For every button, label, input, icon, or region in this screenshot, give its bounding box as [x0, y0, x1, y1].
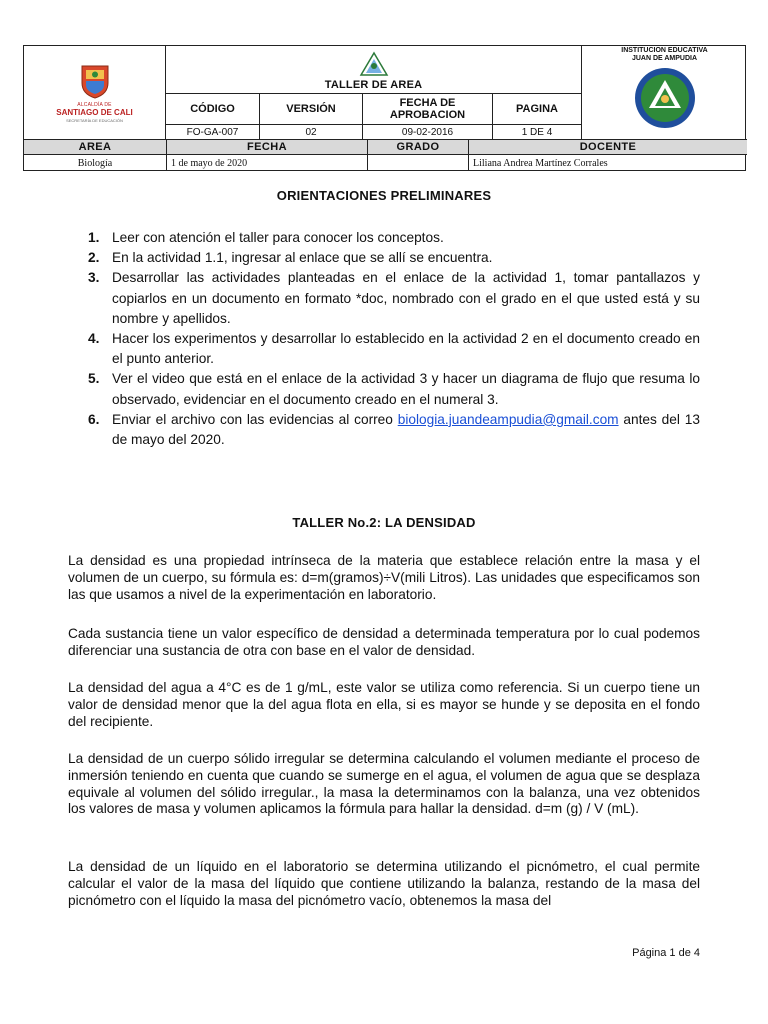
- value-fecha: 1 de mayo de 2020: [166, 155, 367, 171]
- page-number: Página 1 de 4: [632, 947, 700, 959]
- paragraph-4: La densidad de un cuerpo sólido irregular se determina calculando el volumen mediante el proceso de inmersión teniendo en cuenta que cuando se sumerge en el agua, el volumen de agua que se desplaza equivale al volumen del sólido irregular., la masa la determinamos con la balanza, una vez obtenidos los valores de masa y volumen aplicamos la fórmula para hallar la densidad. d=m (g) / V (mL).: [68, 751, 700, 817]
- label-codigo: CÓDIGO: [190, 103, 235, 115]
- institution-block: [581, 46, 747, 139]
- form-title-block: [166, 46, 581, 93]
- list-item: 2. En la actividad 1.1, ingresar al enlace que se allí se encuentra.: [88, 250, 493, 266]
- section-values-row: [24, 155, 747, 171]
- label-pagina: PAGINA: [492, 94, 581, 124]
- list-item: 5. Ver el video que está en el enlace de la actividad 3 y hacer un diagrama de flujo que resuma lo observado, evidenciar en el documento creado en el numeral 3.: [88, 371, 700, 407]
- label-fecha: FECHA: [166, 140, 367, 154]
- list-item: 3. Desarrollar las actividades planteadas en el enlace de la actividad 1, tomar pantallazos y copiarlos en un documento en formato *doc, nombrado con el grado en el que usted está y su nombre y apellidos.: [88, 270, 700, 326]
- orientaciones-list: [88, 228, 700, 450]
- value-codigo: FO-GA-007: [186, 126, 239, 138]
- email-link[interactable]: biologia.juandeampudia@gmail.com: [397, 411, 619, 427]
- label-fecha-aprobacion: FECHA DE APROBACION: [362, 94, 492, 124]
- institution-seal-icon: [633, 66, 697, 130]
- value-grado: [367, 155, 468, 171]
- alcaldia-logo-block: [24, 46, 166, 139]
- form-title: TALLER DE AREA: [324, 79, 423, 91]
- label-docente: DOCENTE: [468, 140, 747, 154]
- alcaldia-line3: SECRETARÍA DE EDUCACIÓN: [66, 117, 123, 123]
- list-item: 1. Leer con atención el taller para conocer los conceptos.: [88, 230, 444, 245]
- header-labels-row: [166, 93, 581, 124]
- section-labels-row: [24, 139, 747, 155]
- value-docente: Liliana Andrea Martínez Corrales: [468, 155, 747, 171]
- label-grado: GRADO: [367, 140, 468, 154]
- value-pagina: 1 DE 4: [492, 125, 581, 139]
- label-area: AREA: [78, 141, 112, 153]
- alcaldia-crest-icon: [78, 63, 112, 99]
- header-table: [23, 45, 746, 171]
- alcaldia-line2: SANTIAGO DE CALI: [56, 107, 133, 117]
- list-item: 6. Enviar el archivo con las evidencias al correo biologia.juandeampudia@gmail.com antes del 13 de mayo del 2020.: [88, 411, 700, 448]
- institution-line2: JUAN DE AMPUDIA: [631, 55, 698, 62]
- label-version: VERSIÓN: [259, 94, 362, 124]
- paragraph-3: La densidad del agua a 4°C es de 1 g/mL, este valor se utiliza como referencia. Si un cuerpo tiene un valor de densidad menor que la del agua flota en ella, si es mayor se hunde y se deposita en el fondo del recipiente.: [68, 680, 700, 729]
- value-fecha-aprobacion: 09-02-2016: [362, 125, 492, 139]
- school-mini-logo-icon: [359, 51, 389, 77]
- taller-title: TALLER No.2: LA DENSIDAD: [292, 515, 476, 530]
- paragraph-2: Cada sustancia tiene un valor específico de densidad a determinada temperatura por lo cual podemos diferenciar una sustancia de otra con base en el valor de densidad.: [68, 626, 700, 658]
- header-values-row: [166, 124, 581, 139]
- alcaldia-line1: ALCALDÍA DE: [77, 101, 112, 108]
- list-item: 4. Hacer los experimentos y desarrollar lo establecido en la actividad 2 en el documento creado en el punto anterior.: [88, 331, 700, 367]
- institution-line1: INSTITUCION EDUCATIVA: [621, 47, 708, 54]
- orientaciones-title: ORIENTACIONES PRELIMINARES: [276, 188, 492, 203]
- paragraph-1: La densidad es una propiedad intrínseca de la materia que establece relación entre la masa y el volumen de un cuerpo, su fórmula es: d=m(gramos)÷V(mili Litros). Las unidades que especificamos son las que usamos a nivel de la experimentación en laboratorio.: [68, 553, 700, 602]
- paragraph-5: La densidad de un líquido en el laboratorio se determina utilizando el picnómetro, el cual permite calcular el valor de la masa del líquido que contiene utilizando la balanza, restando de la masa del picnómetro con el líquido la masa del picnómetro vacío, obtenemos la masa del: [68, 859, 700, 908]
- value-version: 02: [259, 125, 362, 139]
- value-area: Biología: [77, 157, 113, 169]
